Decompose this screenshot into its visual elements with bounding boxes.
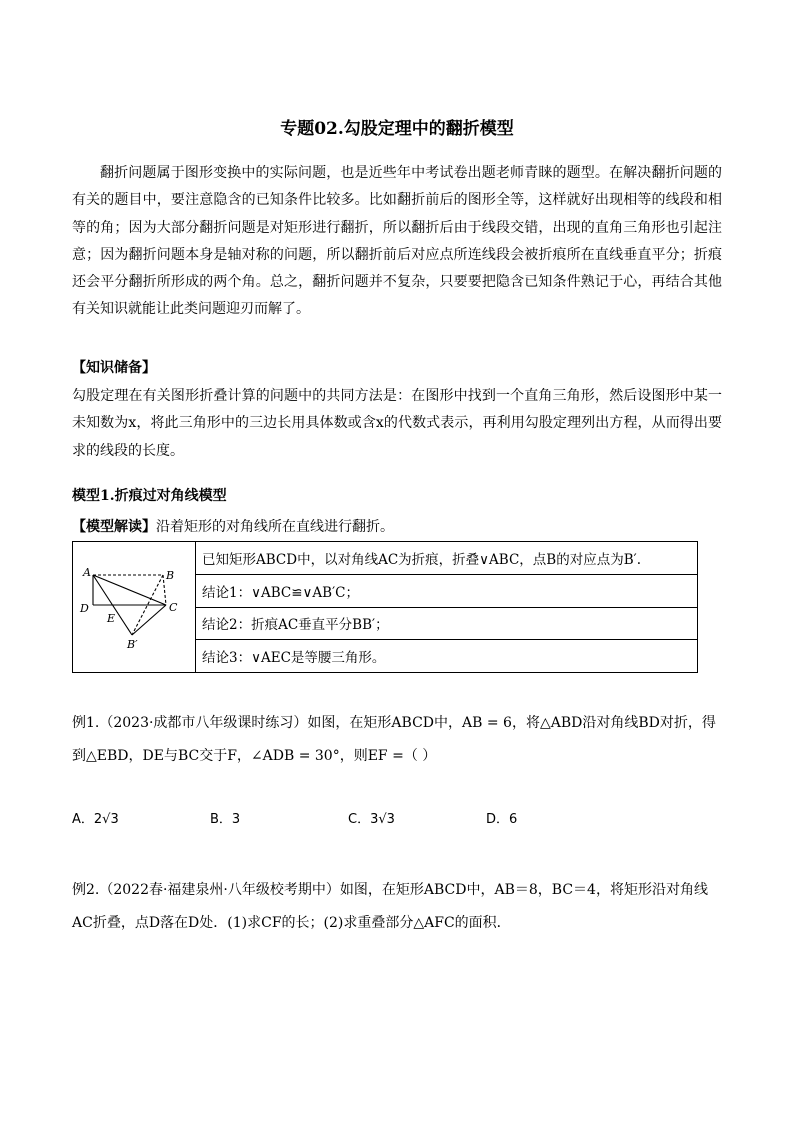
choice-c: C．3√3 bbox=[348, 812, 395, 827]
label-c: C bbox=[169, 601, 178, 614]
page-title: 专题02.勾股定理中的翻折模型 bbox=[280, 119, 514, 139]
model-row-conclusion-2: 结论2：折痕AC垂直平分BB′； bbox=[196, 607, 698, 640]
choice-d: D．6 bbox=[486, 812, 518, 827]
fold-figure bbox=[73, 542, 195, 668]
example-2: 例2.（2022春·福建泉州·八年级校考期中）如图，在矩形ABCD中，AB＝8，BC＝4，将矩形沿对角线AC折叠，点D落在D处．(1)求CF的长；(2)求重叠部分△AFC的面积． bbox=[72, 882, 708, 931]
label-d: D bbox=[80, 602, 89, 615]
knowledge-heading: 【知识储备】 bbox=[72, 360, 156, 376]
label-a: A bbox=[83, 566, 91, 579]
label-e: E bbox=[107, 612, 116, 625]
knowledge-paragraph: 勾股定理在有关图形折叠计算的问题中的共同方法是：在图形中找到一个直角三角形，然后设图形中某一未知数为x，将此三角形中的三边长用具体数或含x的代数式表示，再利用勾股定理列出方程，从而得出要求的线段的长度。 bbox=[72, 388, 722, 459]
example-1-choices bbox=[72, 808, 722, 830]
model-interpret-text: 沿着矩形的对角线所在直线进行翻折。 bbox=[156, 519, 394, 535]
label-b-prime: B′ bbox=[127, 638, 138, 651]
example-1: 例1.（2023·成都市八年级课时练习）如图，在矩形ABCD中，AB = 6，将△ABD沿对角线BD对折，得到△EBD，DE与BC交于F，∠ADB = 30°，则EF =（ ） bbox=[72, 715, 716, 764]
fold-figure-cell bbox=[73, 542, 196, 673]
intro-paragraph: 翻折问题属于图形变换中的实际问题，也是近些年中考试卷出题老师青睐的题型。在解决翻折问题的有关的题目中，要注意隐含的已知条件比较多。比如翻折前后的图形全等，这样就好出现相等的线段和相等的角；因为大部分翻折问题是对矩形进行翻折，所以翻折后由于线段交错，出现的直角三角形也引起注意；因为翻折问题本身是轴对称的问题，所以翻折前后对应点所连线段会被折痕所在直线垂直平分；折痕还会平分翻折所形成的两个角。总之，翻折问题并不复杂，只要要把隐含已知条件熟记于心，再结合其他有关知识就能让此类问题迎刃而解了。 bbox=[72, 165, 722, 318]
choice-a: A．2√3 bbox=[72, 812, 119, 827]
label-b: B bbox=[166, 569, 175, 582]
model-table bbox=[72, 541, 698, 673]
model1-heading: 模型1.折痕过对角线模型 bbox=[72, 488, 227, 504]
model-interpret-line bbox=[72, 516, 394, 536]
model-row-conclusion-3: 结论3：∨AEC是等腰三角形。 bbox=[196, 640, 698, 673]
model-row-given: 已知矩形ABCD中，以对角线AC为折痕，折叠∨ABC，点B的对应点为B′. bbox=[196, 542, 698, 575]
model-row-conclusion-1: 结论1：∨ABC≌∨AB′C； bbox=[196, 574, 698, 607]
choice-b: B．3 bbox=[210, 812, 241, 827]
model-interpret-label: 【模型解读】 bbox=[72, 519, 156, 535]
side-b-prime-c bbox=[132, 605, 166, 635]
